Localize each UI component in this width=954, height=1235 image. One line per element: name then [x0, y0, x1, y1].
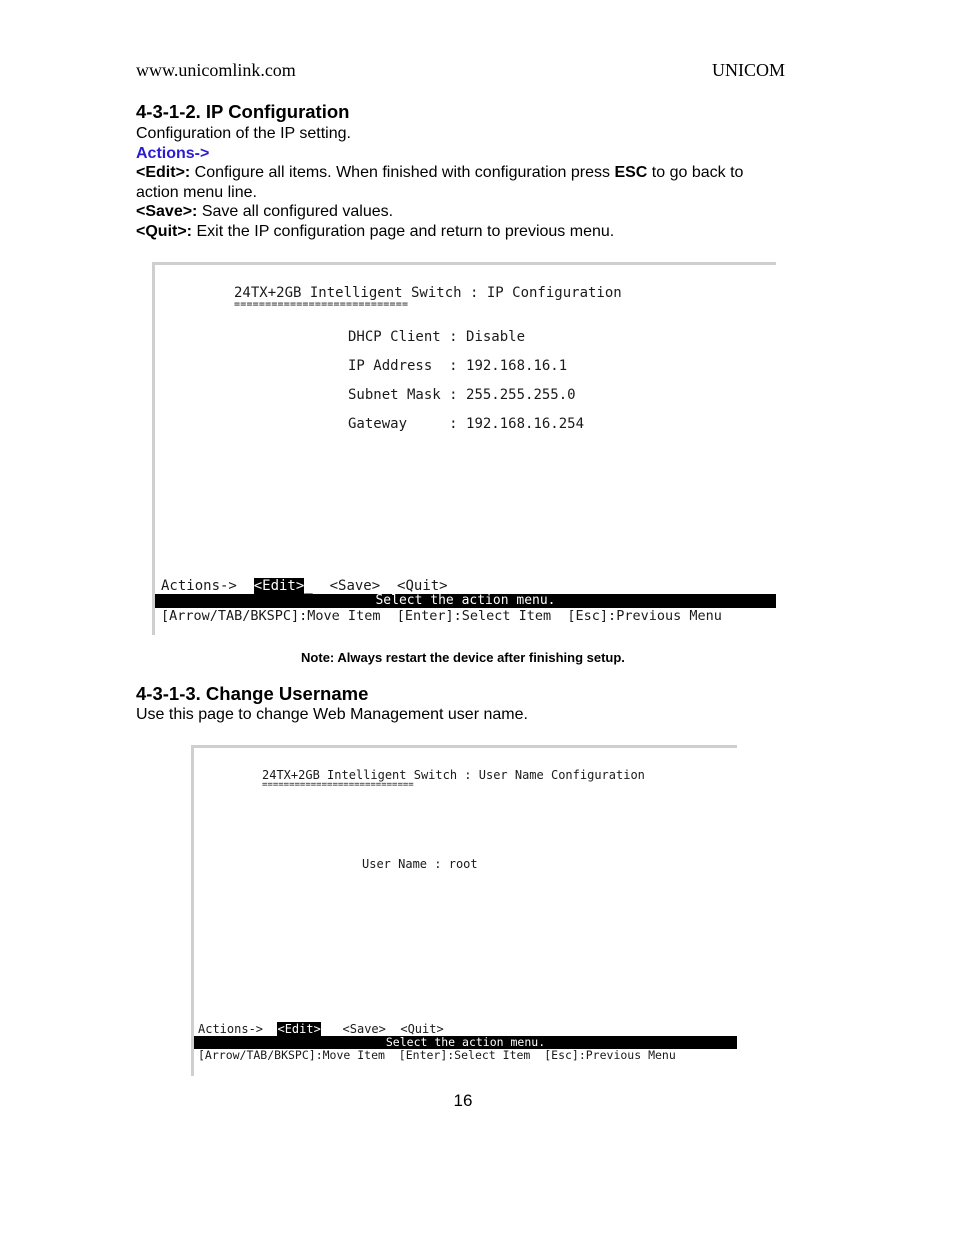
help-select: [Enter]:Select Item — [396, 608, 552, 624]
actions-label: Actions-> — [198, 1022, 264, 1036]
terminal-title-underline: ============================ — [234, 299, 409, 310]
status-bar: Select the action menu. — [194, 1036, 737, 1049]
edit-text-2: to go back to — [647, 164, 744, 181]
field-value[interactable]: 255.255.255.0 — [466, 387, 576, 403]
header-brand: UNICOM — [712, 60, 786, 80]
quit-key: <Quit>: — [136, 222, 193, 240]
actions-heading: Actions-> — [136, 144, 210, 162]
page-number: 16 — [453, 1091, 473, 1110]
field-row-dhcp: DHCP Client : Disable — [348, 329, 526, 345]
esc-key: ESC — [614, 164, 648, 181]
ip-config-terminal — [152, 262, 776, 635]
terminal-title-underline: ============================ — [262, 780, 414, 790]
field-row-subnet: Subnet Mask : 255.255.255.0 — [348, 387, 576, 403]
field-label: Subnet Mask — [348, 387, 441, 403]
actions-label: Actions-> — [161, 578, 237, 594]
edit-text-3: action menu line. — [136, 183, 257, 201]
save-description — [136, 202, 786, 222]
save-action[interactable]: <Save> — [342, 1022, 386, 1036]
edit-action[interactable]: <Edit> — [277, 1022, 321, 1036]
intro-text: Configuration of the IP setting. — [136, 125, 351, 142]
section-ip-config-title: 4-3-1-2. IP Configuration — [136, 101, 350, 122]
field-label: IP Address — [348, 358, 441, 374]
help-move: [Arrow/TAB/BKSPC]:Move Item — [198, 1048, 385, 1062]
restart-note: Note: Always restart the device after finishing setup. — [301, 650, 625, 665]
field-row-ip: IP Address : 192.168.16.1 — [348, 358, 568, 374]
help-select: [Enter]:Select Item — [398, 1048, 531, 1062]
username-value[interactable]: root — [448, 857, 478, 871]
action-menu — [198, 1022, 444, 1036]
field-value[interactable]: Disable — [466, 329, 526, 345]
terminal-title: 24TX+2GB Intelligent Switch : IP Configuration — [234, 285, 622, 301]
save-key: <Save>: — [136, 203, 198, 220]
field-value[interactable]: 192.168.16.1 — [466, 358, 568, 374]
quit-description — [136, 222, 786, 242]
quit-action[interactable]: <Quit> — [400, 1022, 444, 1036]
save-text: Save all configured values. — [197, 203, 394, 220]
help-line — [161, 608, 722, 624]
edit-description — [136, 163, 786, 183]
help-esc: [Esc]:Previous Menu — [544, 1048, 676, 1062]
field-row-gateway: Gateway : 192.168.16.254 — [348, 416, 585, 432]
field-label: DHCP Client — [348, 329, 441, 345]
edit-action[interactable]: <Edit> — [253, 578, 305, 594]
field-row-username: User Name : root — [362, 857, 478, 871]
username-terminal — [191, 745, 737, 1076]
help-line — [198, 1048, 676, 1062]
save-action[interactable]: <Save> — [329, 578, 381, 594]
status-bar: Select the action menu. — [155, 594, 776, 608]
field-label: Gateway — [348, 416, 441, 432]
section-username-intro: Use this page to change Web Management user name. — [136, 706, 528, 723]
field-value[interactable]: 192.168.16.254 — [466, 416, 585, 432]
section-username-title: 4-3-1-3. Change Username — [136, 683, 369, 704]
help-esc: [Esc]:Previous Menu — [567, 608, 722, 624]
edit-text-1: Configure all items. When finished with configuration press — [190, 164, 615, 181]
header-url: www.unicomlink.com — [136, 60, 296, 80]
field-label: User Name — [362, 857, 428, 871]
edit-key: <Edit>: — [136, 164, 191, 181]
terminal-title: 24TX+2GB Intelligent Switch : User Name Configuration — [262, 768, 645, 782]
help-move: [Arrow/TAB/BKSPC]:Move Item — [161, 608, 381, 624]
quit-action[interactable]: <Quit> — [397, 578, 448, 594]
quit-text: Exit the IP configuration page and return to previous menu. — [192, 222, 615, 240]
action-menu: Actions-> <Edit>_ <Save> <Quit> — [161, 578, 448, 594]
section-ip-config-body — [136, 124, 786, 241]
